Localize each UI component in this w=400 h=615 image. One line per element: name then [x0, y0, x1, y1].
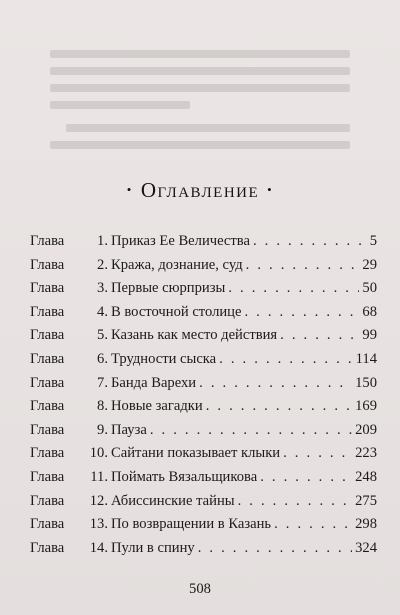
chapter-number: 14.	[89, 539, 108, 556]
dot-leader	[228, 280, 359, 297]
toc-entry	[30, 493, 377, 517]
chapter-word: Глава	[30, 445, 65, 462]
chapter-word: Глава	[30, 256, 65, 273]
toc-entry	[30, 469, 377, 493]
chapter-page: 68	[362, 303, 377, 320]
chapter-page: 5	[369, 233, 377, 249]
chapter-number: 7.	[97, 374, 108, 391]
chapter-title: Банда Варехи	[111, 374, 197, 391]
dot-leader	[246, 257, 360, 274]
dot-leader	[280, 327, 359, 344]
chapter-number: 1.	[97, 233, 108, 249]
toc-entry	[30, 398, 377, 422]
chapter-page: 324	[355, 539, 377, 556]
chapter-word: Глава	[30, 233, 65, 249]
chapter-word: Глава	[30, 539, 65, 556]
chapter-title: Трудности сыска	[111, 350, 217, 367]
toc-entry	[30, 445, 377, 469]
chapter-title: Первые сюрпризы	[111, 280, 226, 297]
dot-leader	[244, 304, 359, 321]
chapter-title: По возвращении в Казань	[111, 516, 272, 533]
chapter-word: Глава	[30, 374, 65, 391]
toc-heading	[0, 178, 400, 203]
chapter-title: В восточной столице	[111, 303, 242, 320]
chapter-page: 248	[355, 468, 377, 485]
chapter-title: Абиссинские тайны	[111, 492, 235, 509]
chapter-number: 4.	[97, 303, 108, 320]
chapter-number: 9.	[97, 421, 108, 438]
toc-list	[30, 233, 377, 563]
toc-entry	[30, 375, 377, 399]
toc-entry	[30, 351, 377, 375]
chapter-page: 99	[362, 327, 377, 344]
show-through-text	[0, 0, 400, 160]
dot-leader	[206, 398, 352, 415]
chapter-page: 223	[355, 445, 377, 462]
chapter-title: Кража, дознание, суд	[111, 256, 243, 273]
bullet-ornament-right: •	[267, 182, 274, 197]
chapter-page: 29	[362, 256, 377, 273]
dot-leader	[198, 540, 352, 557]
chapter-number: 2.	[97, 256, 108, 273]
dot-leader	[283, 445, 352, 462]
chapter-word: Глава	[30, 303, 65, 320]
chapter-title: Пауза	[111, 421, 147, 438]
toc-entry	[30, 280, 377, 304]
dot-leader	[150, 422, 352, 439]
chapter-number: 11.	[90, 468, 108, 485]
toc-title: Оглавление	[140, 178, 260, 202]
dot-leader	[260, 469, 352, 486]
toc-entry	[30, 516, 377, 540]
chapter-word: Глава	[30, 468, 65, 485]
chapter-title: Пули в спину	[111, 539, 195, 556]
chapter-title: Приказ Ее Величества	[111, 233, 250, 249]
chapter-title: Казань как место действия	[111, 327, 278, 344]
dot-leader	[199, 375, 352, 392]
chapter-word: Глава	[30, 421, 65, 438]
toc-entry	[30, 540, 377, 564]
chapter-number: 6.	[97, 350, 108, 367]
bullet-ornament-left: •	[126, 182, 133, 197]
chapter-word: Глава	[30, 492, 65, 509]
chapter-number: 8.	[97, 398, 108, 415]
dot-leader	[274, 516, 352, 533]
toc-entry	[30, 233, 377, 257]
chapter-number: 5.	[97, 327, 108, 344]
chapter-word: Глава	[30, 350, 65, 367]
chapter-page: 298	[355, 516, 377, 533]
chapter-page: 50	[362, 280, 377, 297]
chapter-word: Глава	[30, 398, 65, 415]
dot-leader	[219, 351, 352, 368]
toc-entry	[30, 257, 377, 281]
dot-leader	[238, 493, 353, 510]
chapter-title: Новые загадки	[111, 398, 203, 415]
toc-entry	[30, 327, 377, 351]
chapter-page: 114	[355, 350, 377, 367]
chapter-word: Глава	[30, 516, 65, 533]
chapter-page: 169	[355, 398, 377, 415]
chapter-number: 10.	[89, 445, 108, 462]
toc-entry	[30, 304, 377, 328]
chapter-number: 13.	[89, 516, 108, 533]
chapter-page: 209	[355, 421, 377, 438]
chapter-word: Глава	[30, 327, 65, 344]
chapter-page: 150	[355, 374, 377, 391]
chapter-number: 3.	[97, 280, 108, 297]
chapter-word: Глава	[30, 280, 65, 297]
chapter-number: 12.	[89, 492, 108, 509]
page-number: 508	[189, 581, 211, 597]
chapter-title: Поймать Вязальщикова	[111, 468, 258, 485]
dot-leader	[253, 233, 367, 250]
toc-entry	[30, 422, 377, 446]
chapter-page: 275	[355, 492, 377, 509]
chapter-title: Сайтани показывает клыки	[111, 445, 281, 462]
